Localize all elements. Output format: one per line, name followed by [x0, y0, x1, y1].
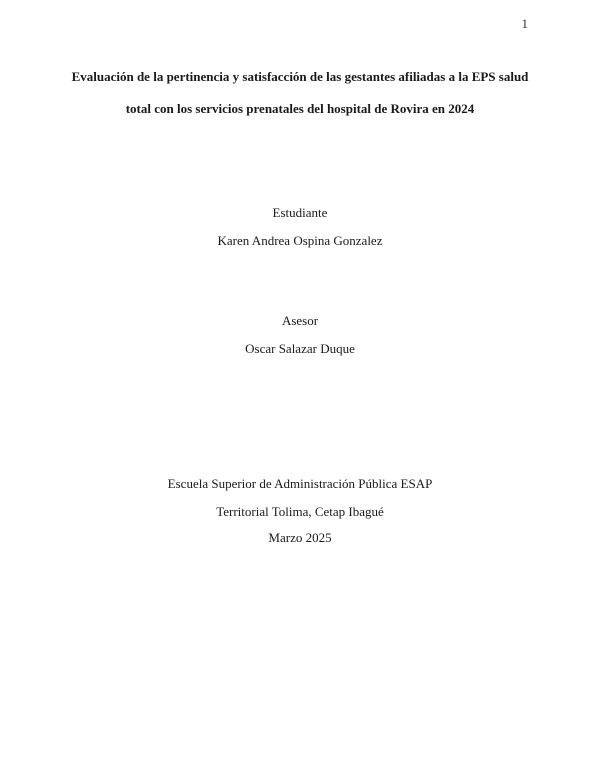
- institution-name: Escuela Superior de Administración Pública ESAP: [167, 476, 433, 491]
- advisor-label: Asesor: [281, 313, 319, 328]
- title-line-2: total con los servicios prenatales del hospital de Rovira en 2024: [125, 101, 475, 116]
- title-line-1: Evaluación de la pertinencia y satisfacción de las gestantes afiliadas a la EPS salud: [71, 69, 529, 84]
- institution-location: Territorial Tolima, Cetap Ibagué: [216, 504, 384, 519]
- student-name: Karen Andrea Ospina Gonzalez: [217, 233, 383, 248]
- advisor-name: Oscar Salazar Duque: [245, 341, 355, 356]
- student-label: Estudiante: [272, 205, 328, 220]
- page-number: 1: [521, 16, 528, 31]
- submission-date: Marzo 2025: [268, 530, 332, 545]
